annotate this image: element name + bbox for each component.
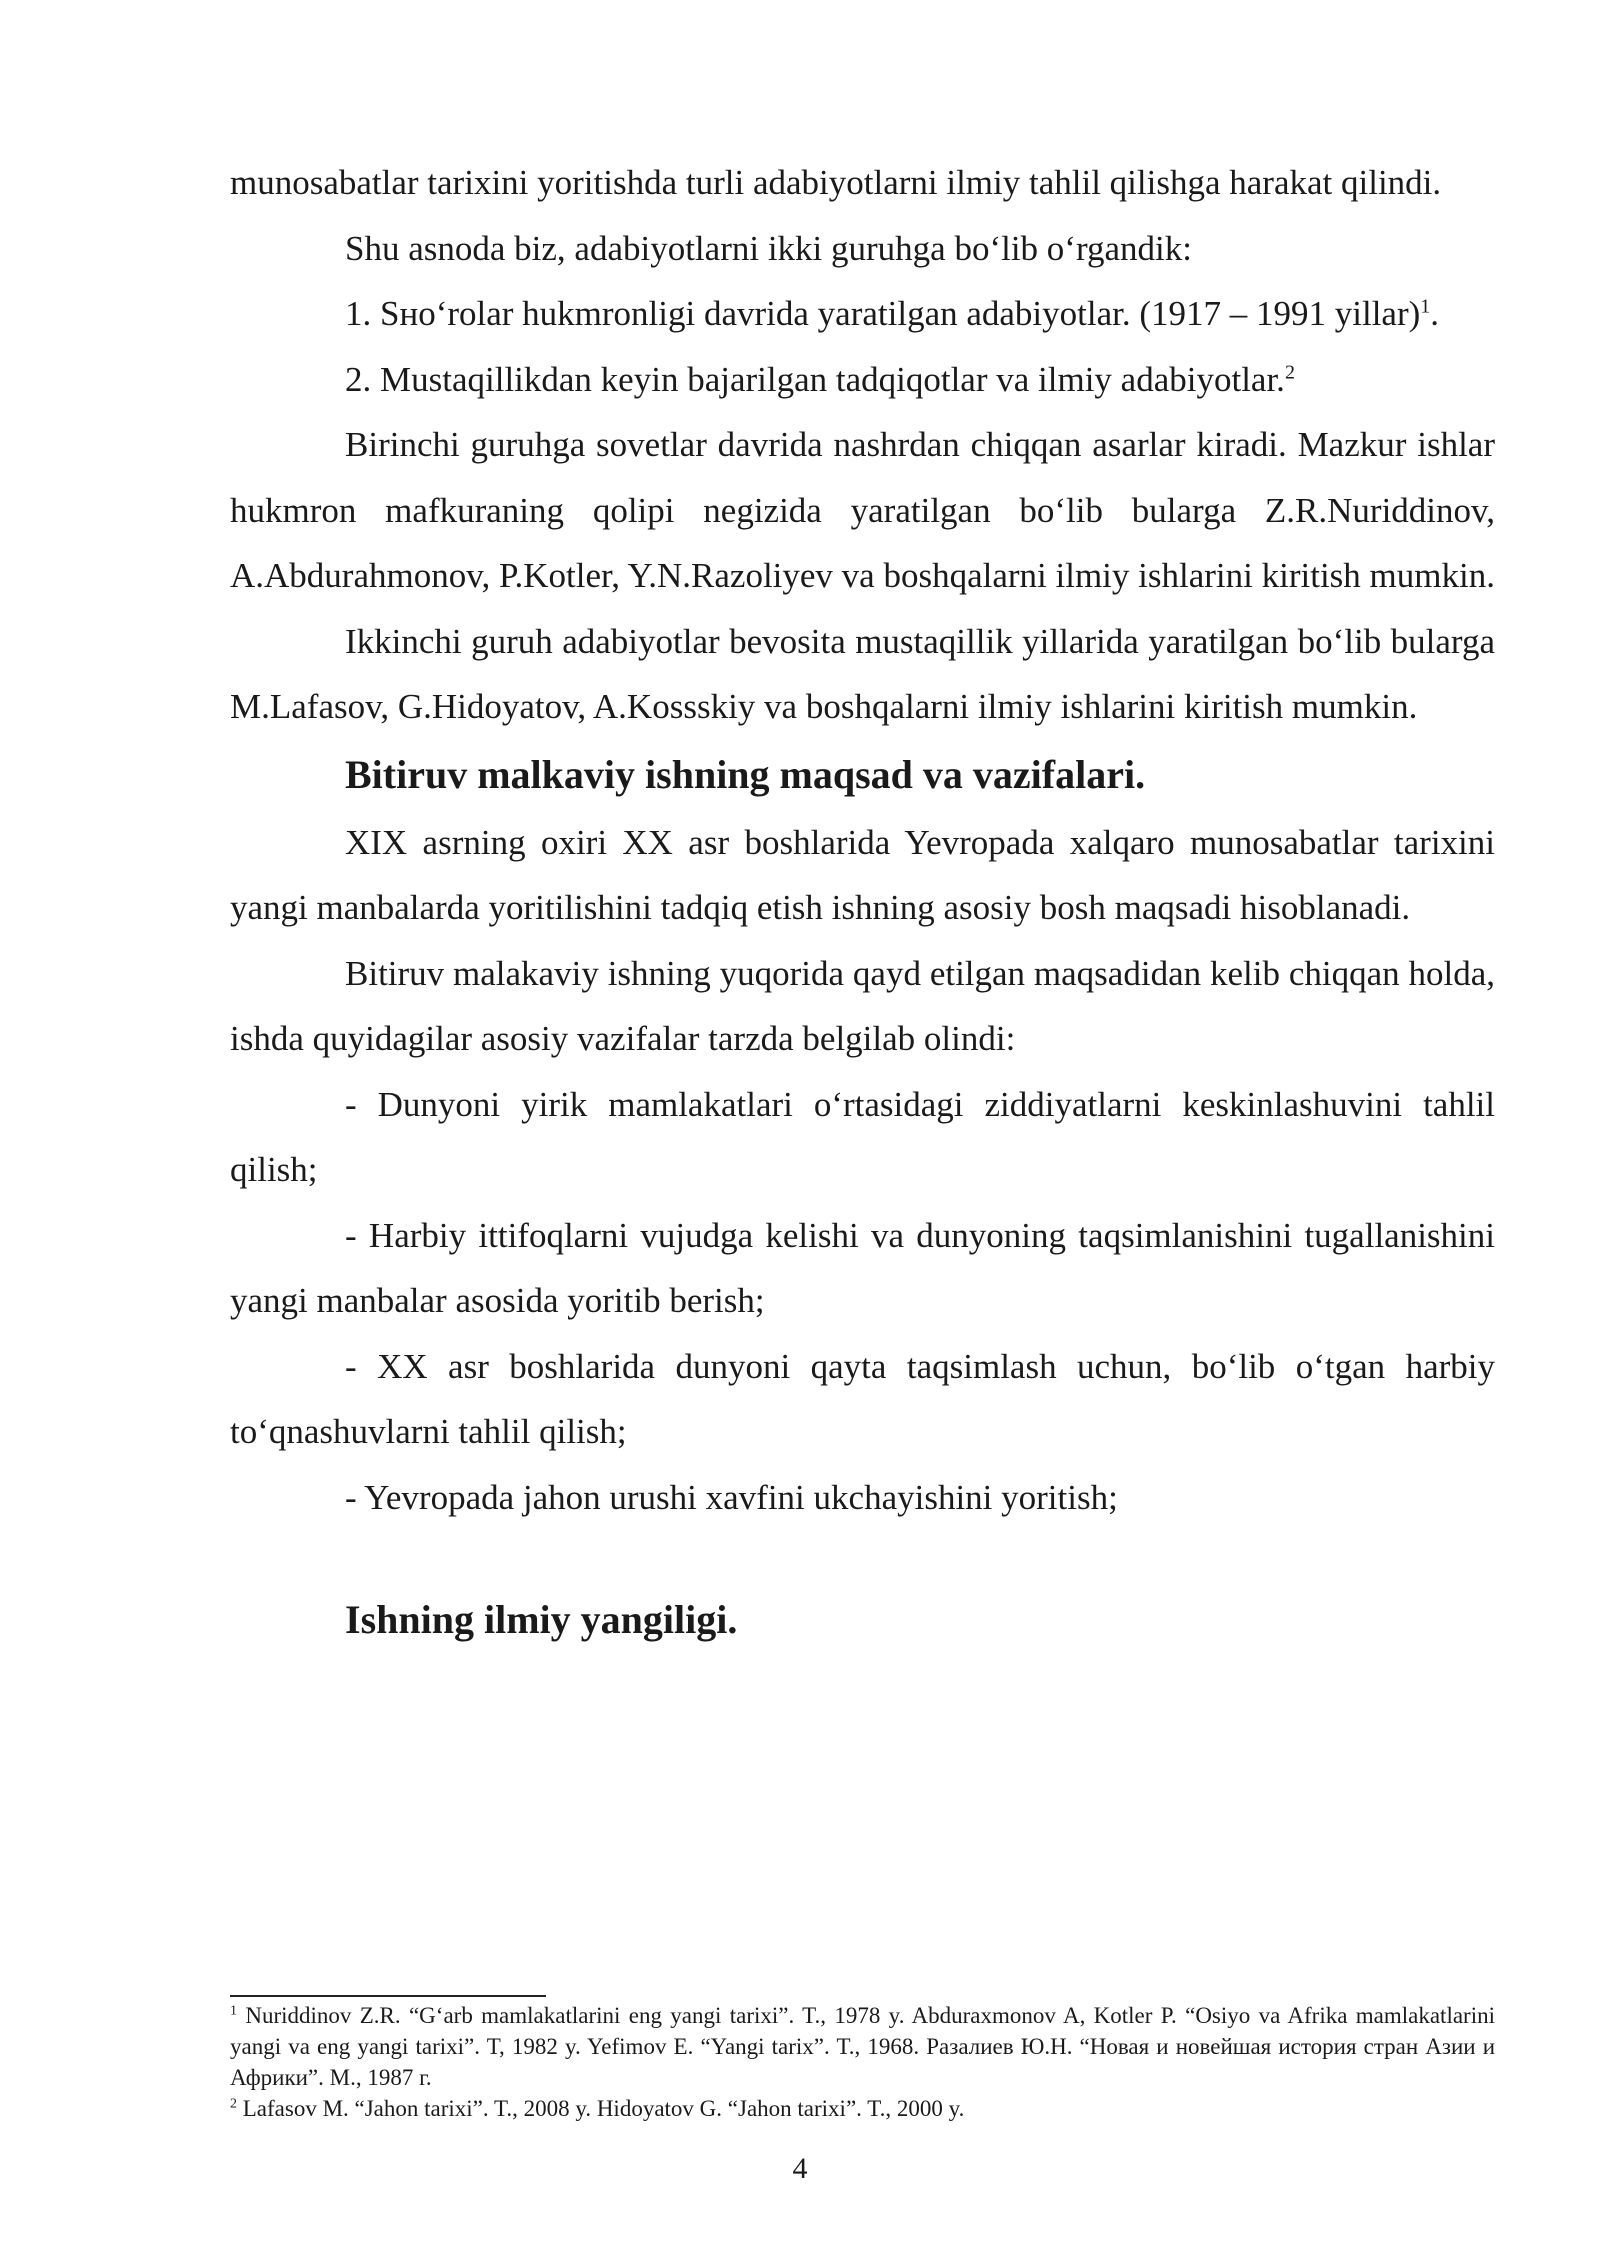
footnote-mark-2: 2 — [230, 2096, 237, 2112]
task-item-1: - Dunyoni yirik mamlakatlari o‘rtasidagi ziddiyatlarni keskinlashuvini tahlil qilish; — [230, 1084, 1495, 1189]
list-item-text: 2. Mustaqillikdan keyin bajarilgan tadqiqotlar va ilmiy adabiyotlar. — [345, 359, 1285, 399]
paragraph-first-group: Birinchi guruhga sovetlar davrida nashrdan chiqqan asarlar kiradi. Mazkur ishlar hukmron mafkuraning qolipi negizida yaratilgan bo‘lib bularga Z.R.Nuriddinov, A.Abdurahmonov, P.Kotler, Y.N.Razoliyev va boshqalarni ilmiy ishlarini kiritish mumkin. — [230, 425, 1495, 595]
page-number: 4 — [792, 2152, 808, 2185]
footnote-ref-1[interactable]: 1 — [1420, 295, 1431, 318]
document-body — [230, 150, 1495, 1655]
task-item-2: - Harbiy ittifoqlarni vujudga kelishi va dunyoning taqsimlanishini tugallanishini yangi manbalar asosida yoritib berish; — [230, 1215, 1495, 1320]
footnote-mark-1: 1 — [230, 2003, 237, 2019]
list-item-soviet-literature — [230, 281, 1495, 347]
footnote-text-2: Lafasov M. “Jahon tarixi”. T., 2008 y. Hidoyatov G. “Jahon tarixi”. T., 2000 y. — [237, 2096, 965, 2121]
section-heading-goals: Bitiruv malkaviy ishning maqsad va vazifalari. — [345, 751, 1146, 797]
paragraph-second-group: Ikkinchi guruh adabiyotlar bevosita mustaqillik yillarida yaratilgan bo‘lib bularga M.Lafasov, G.Hidoyatov, A.Kossskiy va boshqalarni ilmiy ishlarini kiritish mumkin. — [230, 621, 1495, 726]
spacer — [230, 1530, 1495, 1585]
list-item-end: . — [1430, 294, 1440, 333]
paragraph-continuation: munosabatlar tarixini yoritishda turli adabiyotlarni ilmiy tahlil qilishga harakat qilindi. — [230, 163, 1442, 202]
list-item-independence-literature — [230, 347, 1495, 413]
task-item-4: - Yevropada jahon urushi xavfini ukchayishini yoritish; — [345, 1477, 1118, 1517]
footnote-separator — [230, 1995, 546, 1997]
list-item-text: 1. Sно‘rolar hukmronligi davrida yaratilgan adabiyotlar. (1917 – 1991 yillar) — [345, 294, 1421, 333]
paragraph-main-goal: XIX asrning oxiri XX asr boshlarida Yevropada xalqaro munosabatlar tarixini yangi manbalarda yoritilishini tadqiq etish ishning asosiy bosh maqsadi hisoblanadi. — [230, 822, 1495, 927]
paragraph-tasks-intro: Bitiruv malakaviy ishning yuqorida qayd etilgan maqsadidan kelib chiqqan holda, ishda quyidagilar asosiy vazifalar tarzda belgilab olindi: — [230, 953, 1495, 1058]
paragraph-groups-intro: Shu asnoda biz, adabiyotlarni ikki guruhga bo‘lib o‘rgandik: — [345, 228, 1192, 268]
footnote-1 — [230, 2000, 1495, 2093]
footnote-text-1: Nuriddinov Z.R. “G‘arb mamlakatlarini eng yangi tarixi”. T., 1978 y. Abduraxmonov A, Kotler P. “Osiyo va Afrika mamlakatlarini yangi va eng yangi tarixi”. T, 1982 y. Yefimov E. “Yangi tarix”. T., 1968. Разалиев Ю.Н. “Новая и новейшая история стран Азии и Африки”. M., 1987 г. — [230, 2003, 1495, 2090]
task-item-3: - XX asr boshlarida dunyoni qayta taqsimlash uchun, bo‘lib o‘tgan harbiy to‘qnashuvlarni tahlil qilish; — [230, 1346, 1495, 1451]
footnote-ref-2[interactable]: 2 — [1284, 360, 1295, 383]
footnote-2 — [230, 2093, 1495, 2124]
section-heading-novelty: Ishning ilmiy yangiligi. — [345, 1597, 738, 1642]
footnotes — [230, 2000, 1495, 2124]
